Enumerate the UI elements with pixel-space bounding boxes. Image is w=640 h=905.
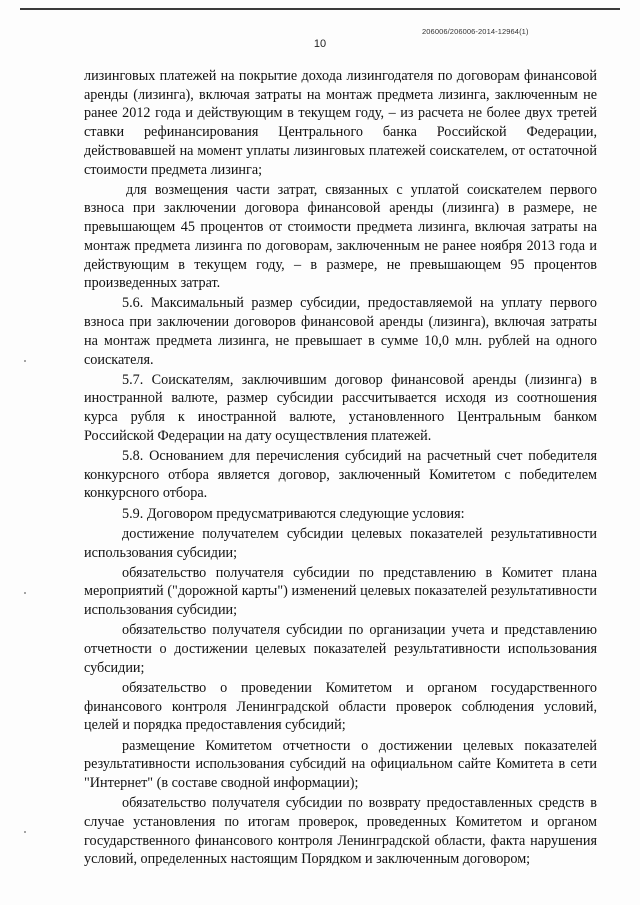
scan-speck	[24, 592, 26, 594]
document-body	[84, 67, 597, 871]
condition-item: обязательство получателя субсидии по организации учета и представлению отчетности о достижении целевых показателей результативности использования субсидии;	[84, 622, 597, 676]
scan-speck	[24, 831, 26, 833]
top-scan-border	[20, 8, 620, 10]
condition-item: размещение Комитетом отчетности о достижении целевых показателей результативности использования субсидий на официальном сайте Комитета в сети "Интернет" (в составе сводной информации);	[84, 737, 597, 792]
condition-item: обязательство получателя субсидии по представлению в Комитет плана мероприятий ("дорожной карты") изменений целевых показателей результативности использования субсидии;	[84, 564, 597, 619]
scan-speck	[24, 360, 26, 362]
paragraph-5-8: 5.8. Основанием для перечисления субсидий на расчетный счет победителя конкурсного отбора является договор, заключенный Комитетом с победителем конкурсного отбора.	[84, 448, 597, 502]
page-number: 10	[313, 38, 327, 50]
condition-item: обязательство о проведении Комитетом и органом государственного финансового контроля Ленинградской области проверок соблюдения условий, целей и порядка предоставления субсидий;	[84, 680, 597, 734]
paragraph-first-installment: для возмещения части затрат, связанных с уплатой соискателем первого взноса при заключении договора финансовой аренды (лизинга) в размере, не превышающем 45 процентов от стоимости предмета лизинга, включая затраты на монтаж предмета лизинга по договорам, заключенным не ранее ноября 2013 года и действующим в текущем году, – в размере, не превышающем 95 процентов произведенных затрат.	[84, 181, 597, 292]
document-code: 206006/206006-2014-12964(1)	[422, 27, 529, 36]
paragraph-5-7: 5.7. Соискателям, заключившим договор финансовой аренды (лизинга) в иностранной валюте, размер субсидии рассчитывается исходя из соотношения курса рубля к иностранной валюте, установленного Центральным банком Российской Федерации на дату осуществления платежей.	[84, 371, 597, 444]
paragraph-leasing-payments: лизинговых платежей на покрытие дохода лизингодателя по договорам финансовой аренды (лизинга), включая затраты на монтаж предмета лизинга, заключенным не ранее 2012 года и действующим в текущем году, – из расчета не более двух третей ставки рефинансирования Центрального банка Российской Федерации, действовавшей на момент уплаты лизинговых платежей соискателем, от остаточной стоимости предмета лизинга;	[84, 68, 597, 178]
paragraph-5-6: 5.6. Максимальный размер субсидии, предоставляемой на уплату первого взноса при заключении договоров финансовой аренды (лизинга), включая затраты на монтаж предмета лизинга, не превышает в сумме 10,0 млн. рублей на одного соискателя.	[84, 295, 597, 368]
condition-item: обязательство получателя субсидии по возврату предоставленных средств в случае установления по итогам проверок, проведенных Комитетом и органом государственного финансового контроля Ленинградской области, факта нарушения условий, определенных настоящим Порядком и заключенным договором;	[84, 795, 597, 868]
condition-item: достижение получателем субсидии целевых показателей результативности использования субсидии;	[84, 525, 597, 561]
paragraph-5-9: 5.9. Договором предусматриваются следующие условия:	[122, 505, 465, 522]
